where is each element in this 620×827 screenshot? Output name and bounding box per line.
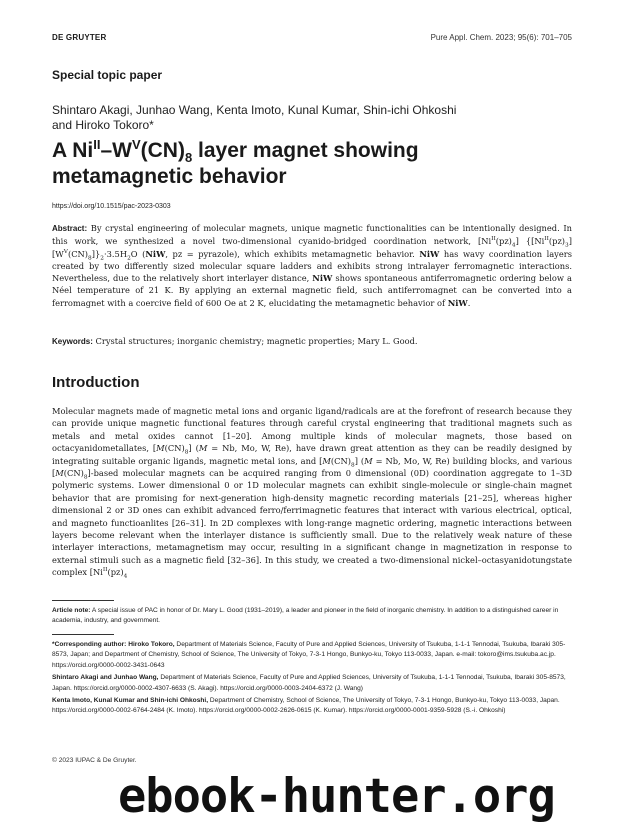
copyright: © 2023 IUPAC & De Gruyter. — [52, 757, 137, 764]
watermark: ebook-hunter.org — [118, 769, 555, 824]
corresponding-author: *Corresponding author: Hiroko Tokoro, Department of Materials Science, Faculty of Pure and Applied Sciences, University of Tsukuba, 1-1-1 Tennodai, Tsukuba, Ibaraki 305-8573, Japan; and Department of Chemistry, School of Science, The University of Tokyo, 7-3-1 Hongo, Bunkyo-ku, Tokyo 113-0033, Japan. e-mail: tokoro@ims.tsukuba.ac.jp. https://orcid.org/0000-0002-3431-0643 — [52, 641, 566, 669]
journal-citation: Pure Appl. Chem. 2023; 95(6): 701–705 — [430, 33, 572, 42]
footnote-divider — [52, 600, 114, 601]
keywords-label: Keywords: — [52, 337, 93, 346]
abstract: Abstract: By crystal engineering of molecular magnets, unique magnetic functionalities can be intentionally designed. In this work, we synthesized a novel two-dimensional cyanido-bridged coordination network, $[Ni^{II}(pz)_4]$ $\{[Ni^{II}(pz)_3][W^V(CN)_8]\}_2\cdot 3.5H_2O$ (NiW, pz = pyrazole), which exhibits metamagnetic behavior. NiW has wavy coordination layers created by two differently sized molecular square ladders and exhibits strong intralayer ferromagnetic interactions. Nevertheless, due to the relatively short interlayer distance, NiW shows spontaneous antiferromagnetic ordering below a Néel temperature of 21 K. By applying an external magnetic field, such antiferromagnet can be converted into a ferromagnet with a coercive field of 600 Oe at 2 K, elucidating the metamagnetic behavior of NiW. — [52, 223, 572, 308]
article-note-label: Article note: — [52, 607, 91, 614]
introduction-body: Molecular magnets made of magnetic metal ions and organic ligand/radicals are at the forefront of research because they can provide unique magnetic functional features through careful crystal engineering that traditional magnets such as metals and metal oxides cannot [1–20]. Among multiple kinds of molecular magnets, those based on octacyanidometallates, $[M(CN)_8] (M = Nb$, Mo, W, Re), have drawn great attention as they can be readily designed by integrating suitable organic ligands, magnetic metal ions, and $[M(CN)_8] (M = Nb$, Mo, W, Re) building blocks, and various $[M(CN)_8]$-based molecular magnets can be acquired ranging from 0 dimensional (0D) coordination aggregate to 1–3D polymeric systems. Lower dimensional 0 or 1D molecular magnets can exhibit single-molecule or single-chain magnet behavior that are promising for next-generation high-density magnetic recording materials [21–25], whereas higher dimensional 2 or 3D ones can exhibit advanced ferro/ferrimagnetic features that interact with various electrical, optical, and magneto functioanlites [26–31]. In 2D complexes with long-range magnetic ordering, magnetic interactions between layers become relevant when the interlayer distance is sufficiently small. Due to the relatively weak nature of these interlayer interactions, metamagnetism may occur, resulting in a significant change in magnetization in response to external stimuli such as a magnetic field [32–36]. In this study, we created a two-dimensional nickel–octasyanidotungstate complex [$Ni^{II}(pz)_4$ — [52, 406, 572, 580]
running-header — [52, 33, 572, 45]
author-list: Shintaro Akagi, Junhao Wang, Kenta Imoto, Kunal Kumar, Shin-ichi Ohkoshi and Hiroko Tokoro* — [52, 103, 457, 132]
doi-link[interactable]: https://doi.org/10.1515/pac-2023-0303 — [52, 203, 171, 210]
article-title: A $Ni^{II}-W^V(CN)_8$ layer magnet showing metamagnetic behavior — [52, 137, 419, 188]
affiliations — [52, 640, 572, 719]
introduction-heading: Introduction — [52, 374, 140, 391]
publisher-name: DE GRUYTER — [52, 33, 107, 42]
affiliation-divider — [52, 634, 114, 635]
abstract-label: Abstract: — [52, 224, 88, 233]
article-type: Special topic paper — [52, 68, 163, 82]
article-note: Article note: A special issue of PAC in honor of Dr. Mary L. Good (1931–2019), a leader and pioneer in the field of inorganic chemistry. In addition to a distinguished career in academia, industry, and government. — [52, 607, 559, 625]
keywords: Keywords: Crystal structures; inorganic chemistry; magnetic properties; Mary L. Good. — [52, 336, 418, 346]
affiliation-imoto-kumar-ohkoshi: Kenta Imoto, Kunal Kumar and Shin-ichi Ohkoshi, Department of Chemistry, School of Science, The University of Tokyo, 7-3-1 Hongo, Bunkyo-ku, Tokyo 113-0033, Japan. https://orcid.org/0000-0002-6764-2484 (K. Imoto). https://orcid.org/0000-0002-2626-0615 (K. Kumar). https://orcid.org/0000-0001-9359-5928 (S.-i. Ohkoshi) — [52, 697, 560, 715]
affiliation-akagi-wang: Shintaro Akagi and Junhao Wang, Department of Materials Science, Faculty of Pure and Applied Sciences, University of Tsukuba, 1-1-1 Tennodai, Tsukuba, Ibaraki 305-8573, Japan. https://orcid.org/0000-0002-4307-6633 (S. Akagi). https://orcid.org/0000-0003-2404-6372 (J. Wang) — [52, 674, 566, 692]
